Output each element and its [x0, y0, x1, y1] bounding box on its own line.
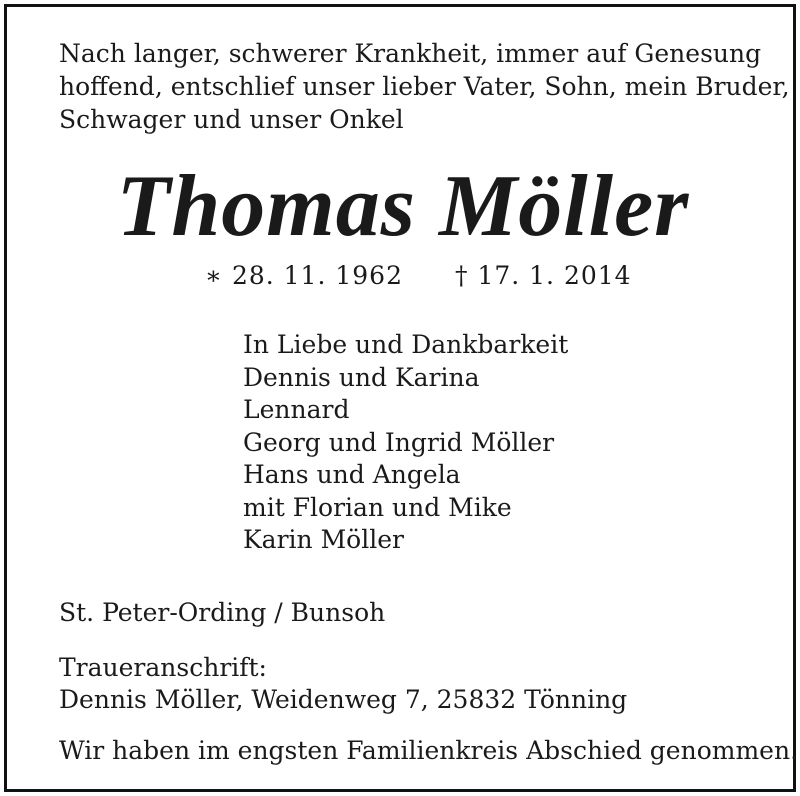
mourner-line: Dennis und Karina	[243, 362, 480, 392]
mourner-line: Karin Möller	[243, 525, 404, 554]
birth-date: ∗ 28. 11. 1962	[205, 261, 403, 290]
obituary-notice	[4, 4, 799, 792]
mourning-address	[59, 652, 627, 716]
mourners-list	[243, 329, 568, 557]
intro-line-3: Schwager und unser Onkel	[59, 105, 404, 134]
address-line: Dennis Möller, Weidenweg 7, 25832 Tönning	[59, 685, 628, 714]
intro-line-1: Nach langer, schwerer Krankheit, immer auf Genesung	[59, 39, 762, 68]
mourner-line: Hans und Angela	[243, 460, 461, 489]
mourner-line: Lennard	[243, 395, 350, 424]
address-label: Traueranschrift:	[59, 653, 267, 682]
place-text: St. Peter-Ording / Bunsoh	[59, 598, 386, 627]
mourner-line: In Liebe und Dankbarkeit	[243, 330, 569, 359]
intro-line-2: hoffend, entschlief unser lieber Vater, Sohn, mein Bruder,	[59, 72, 790, 101]
death-date: † 17. 1. 2014	[455, 261, 632, 290]
closing-text: Wir haben im engsten Familienkreis Abschied genommen.	[59, 736, 799, 765]
intro-text	[59, 37, 790, 136]
deceased-name: Thomas Möller	[116, 158, 690, 255]
mourner-line: mit Florian und Mike	[243, 492, 512, 522]
mourner-line: Georg und Ingrid Möller	[243, 427, 555, 457]
